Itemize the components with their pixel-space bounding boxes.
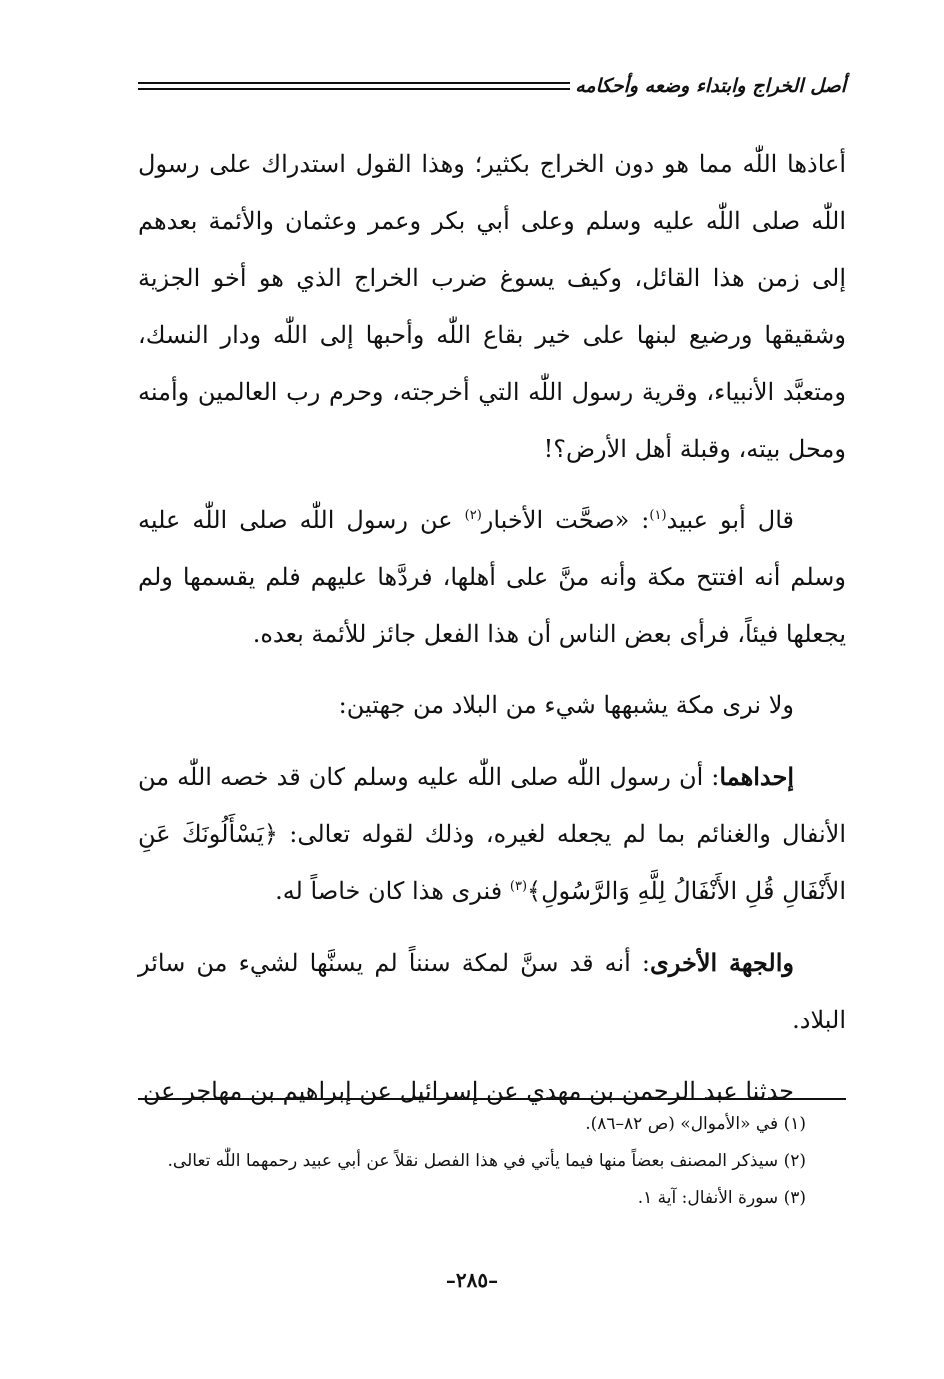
paragraph-4 xyxy=(138,748,846,920)
footnote-ref-3: (٣) xyxy=(509,879,528,894)
paragraph-5-lead: والجهة الأخرى xyxy=(650,948,794,977)
paragraph-6: حدثنا عبد الرحمن بن مهدي عن إسرائيل عن إبراهيم بن مهاجر عن xyxy=(142,1077,794,1105)
paragraph-2-before: قال أبو عبيد xyxy=(666,506,794,534)
footnote-ref-2: (٢) xyxy=(464,508,482,523)
paragraph-2 xyxy=(138,492,846,663)
paragraph-1: أعاذها اللّٰه مما هو دون الخراج بكثير؛ وهذا القول استدراك على رسول اللّٰه صلى اللّٰه عليه وسلم وعلى أبي بكر وعمر وعثمان والأئمة بعدهم إلى زمن هذا القائل، وكيف يسوغ ضرب الخراج الذي هو أخو الجزية وشقيقها ورضيع لبنها على خير بقاع اللّٰه وأحبها إلى اللّٰه ودار النسك، ومتعبَّد الأنبياء، وقرية رسول اللّٰه التي أخرجته، وحرم رب العالمين وأمنه ومحل بيته، وقبلة أهل الأرض؟! xyxy=(138,150,847,463)
paragraph-4-lead: إحداهما xyxy=(719,762,794,791)
header-double-rule xyxy=(138,82,570,90)
footnote-ref-1: (١) xyxy=(649,508,667,523)
running-header xyxy=(138,72,846,104)
paragraph-2-after: عن رسول اللّٰه صلى اللّٰه عليه وسلم أنه افتتح مكة وأنه منَّ على أهلها، فردَّها عليهم فلم يقسمها ولم يجعلها فيئاً، فرأى بعض الناس أن هذا الفعل جائز للأئمة بعده. xyxy=(138,506,846,648)
page-number: –٢٨٥– xyxy=(445,1268,499,1292)
footnote-separator xyxy=(138,1098,846,1100)
header-title: أصل الخراج وابتداء وضعه وأحكامه xyxy=(575,75,846,97)
footnote-3: (٣) سورة الأنفال: آية ١. xyxy=(637,1188,806,1208)
footnotes xyxy=(138,1106,846,1217)
paragraph-3: ولا نرى مكة يشبهها شيء من البلاد من جهتين: xyxy=(338,691,794,719)
footnote-2: (٢) سيذكر المصنف بعضاً منها فيما يأتي في هذا الفصل نقلاً عن أبي عبيد رحمهما اللّٰه تعالى. xyxy=(167,1151,806,1171)
paragraph-5 xyxy=(138,934,846,1049)
paragraph-4-after: فنرى هذا كان خاصاً له. xyxy=(275,877,510,905)
paragraph-5-text: : أنه قد سنَّ لمكة سنناً لم يسنَّها لشيء من سائر البلاد. xyxy=(138,949,846,1034)
paragraph-4-before: : أن رسول اللّٰه صلى اللّٰه عليه وسلم كان قد خصه اللّٰه من الأنفال والغنائم بما لم يجعله لغيره، وذلك لقوله تعالى: ﴿يَسْأَلُونَكَ عَنِ الأَنْفَالِ قُلِ الأَنْفَالُ لِلَّهِ وَالرَّسُولِ﴾ xyxy=(138,763,846,905)
paragraph-2-middle: : «صحَّت الأخبار xyxy=(481,506,650,534)
footnote-1: (١) في «الأموال» (ص ٨٢–٨٦). xyxy=(585,1114,806,1134)
main-text xyxy=(138,136,846,1120)
